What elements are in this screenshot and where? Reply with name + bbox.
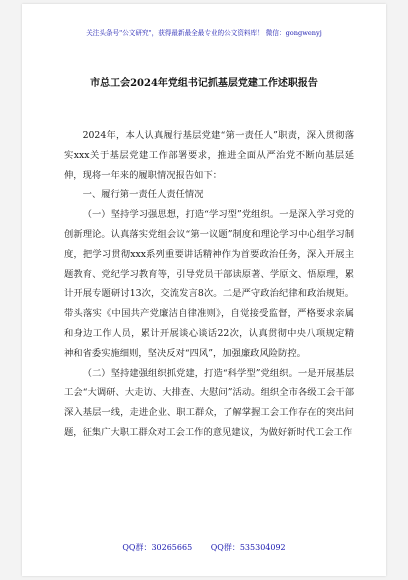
header-banner: 关注头条号"公文研究"，获得最新最全最专业的公文资料库！ 微信：gongwenyj bbox=[86, 29, 322, 37]
document-body bbox=[64, 126, 354, 443]
footer-qq-group-2: QQ群：535304092 bbox=[210, 543, 286, 552]
paragraph-intro: 2024年，本人认真履行基层党建“第一责任人”职责，深入贯彻落实xxx关于基层党建工作部署要求，推进全面从严治党不断向基层延伸，现将一年来的履职情况报告如下： bbox=[64, 130, 354, 181]
section-heading: 一、履行第一责任人责任情况 bbox=[82, 189, 204, 201]
footer-contacts bbox=[22, 542, 386, 553]
paragraph-study: （一）坚持学习强思想，打造“学习型”党组织。一是深入学习党的创新理论。认真落实党组会议“第一议题”制度和理论学习中心组学习制度，把学习贯彻xxx系列重要讲话精神作为首要政治任务，深入开展主题教育、党纪学习教育等，引导党员干部读原著、学原文、悟原理，累计开展专题研讨13次，交流发言8次。二是严守政治纪律和政治规矩。带头落实《中国共产党廉洁自律准则》，自觉接受监督，严格要求亲属和身边工作人员，累计开展谈心谈话22次，认真贯彻中央八项规定精神和省委实施细则，坚决反对“四风”，加强廉政风险防控。 bbox=[64, 209, 354, 359]
footer-qq-group-1: QQ群：30265665 bbox=[122, 543, 193, 552]
document-title: 市总工会2024年党组书记抓基层党建工作述职报告 bbox=[90, 78, 318, 89]
document-page bbox=[22, 4, 386, 576]
paragraph-organization: （二）坚持建强组织抓党建，打造“科学型”党组织。一是开展基层工会“大调研、大走访、大排查、大慰问”活动。组织全市各级工会干部深入基层一线，走进企业、职工群众，了解掌握工会工作存在的突出问题，征集广大职工群众对工会工作的意见建议，为做好新时代工会工作 bbox=[64, 367, 354, 438]
